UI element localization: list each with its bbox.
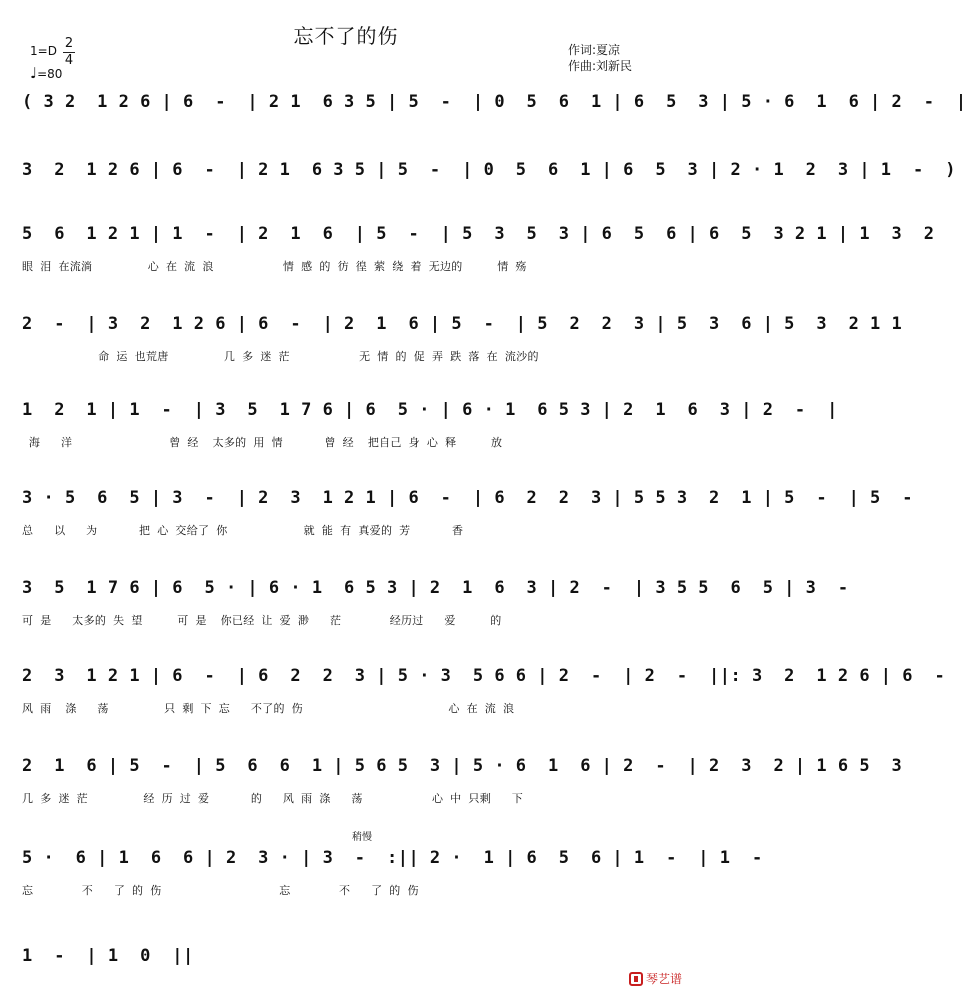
- notation-line: 3 · 5 6 5 | 3 - | 2 3 1 2 1 | 6 - | 6 2 2 3 | 5 5 3 2 1 | 5 - | 5 -: [22, 488, 913, 508]
- notation-line: 5 6 1 2 1 | 1 - | 2 1 6 | 5 - | 5 3 5 3 | 6 5 6 | 6 5 3 2 1 | 1 3 2: [22, 224, 935, 244]
- notation-line: 2 - | 3 2 1 2 6 | 6 - | 2 1 6 | 5 - | 5 2 2 3 | 5 3 6 | 5 3 2 1 1: [22, 314, 903, 334]
- song-title: 忘不了的伤: [293, 24, 399, 48]
- lyric-line: 风 雨 涤 荡 只 剩 下 忘 不了的 伤 心 在 流 浪: [22, 702, 515, 715]
- lyric-line: 海 洋 曾 经 太多的 用 情 曾 经 把自己 身 心 释 放: [22, 436, 503, 449]
- notation-line: 2 3 1 2 1 | 6 - | 6 2 2 3 | 5 · 3 5 6 6 | 2 - | 2 - ||: 3 2 1 2 6 | 6 -: [22, 666, 946, 686]
- lyric-line: 忘 不 了 的 伤 忘 不 了 的 伤: [22, 884, 419, 897]
- lyric-line: 命 运 也荒唐 几 多 迷 茫 无 情 的 促 弄 跌 落 在 流沙的: [22, 350, 539, 363]
- composer: 作曲:刘新民: [568, 59, 633, 73]
- quarter-note-icon: ♩: [30, 64, 38, 82]
- notation-line: 1 2 1 | 1 - | 3 5 1 7 6 | 6 5 · | 6 · 1 6 5 3 | 2 1 6 3 | 2 - |: [22, 400, 838, 420]
- logo-icon: [629, 972, 643, 986]
- lyric-line: 可 是 太多的 失 望 可 是 你已经 让 爱 渺 茫 经历过 爱 的: [22, 614, 502, 627]
- tempo-marking: [30, 64, 62, 82]
- notation-line: ( 3 2 1 2 6 | 6 - | 2 1 6 3 5 | 5 - | 0 5 6 1 | 6 5 3 | 5 · 6 1 6 | 2 - |: [22, 92, 967, 112]
- lyric-line: 几 多 迷 茫 经 历 过 爱 的 风 雨 涤 荡 心 中 只剩 下: [22, 792, 524, 805]
- lyric-line: 眼 泪 在流淌 心 在 流 浪 情 感 的 彷 徨 萦 绕 着 无边的 情 殇: [22, 260, 527, 273]
- notation-line: 1 - | 1 0 ||: [22, 946, 194, 966]
- notation-line: 5 · 6 | 1 6 6 | 2 3 · | 3 - :|| 2 · 1 | 6 5 6 | 1 - | 1 -: [22, 848, 763, 868]
- watermark-text: 琴艺谱: [645, 972, 682, 986]
- notation-line: 3 2 1 2 6 | 6 - | 2 1 6 3 5 | 5 - | 0 5 6 1 | 6 5 3 | 2 · 1 2 3 | 1 - ): [22, 160, 956, 180]
- lyricist: 作词:夏凉: [568, 43, 621, 57]
- lyric-line: 总 以 为 把 心 交给了 你 就 能 有 真爱的 芳 香: [22, 524, 464, 537]
- tempo-value: =80: [37, 67, 63, 81]
- site-watermark: [629, 970, 682, 987]
- credits: [568, 42, 632, 74]
- meter-bottom: 4: [64, 53, 74, 68]
- tempo-annotation: 稍慢: [352, 832, 372, 843]
- meter-top: 2: [64, 36, 74, 51]
- notation-line: 3 5 1 7 6 | 6 5 · | 6 · 1 6 5 3 | 2 1 6 3 | 2 - | 3 5 5 6 5 | 3 -: [22, 578, 849, 598]
- time-signature: [62, 36, 76, 69]
- notation-line: 2 1 6 | 5 - | 5 6 6 1 | 5 6 5 3 | 5 · 6 1 6 | 2 - | 2 3 2 | 1 6 5 3: [22, 756, 903, 776]
- key-signature: 1=D: [30, 44, 57, 58]
